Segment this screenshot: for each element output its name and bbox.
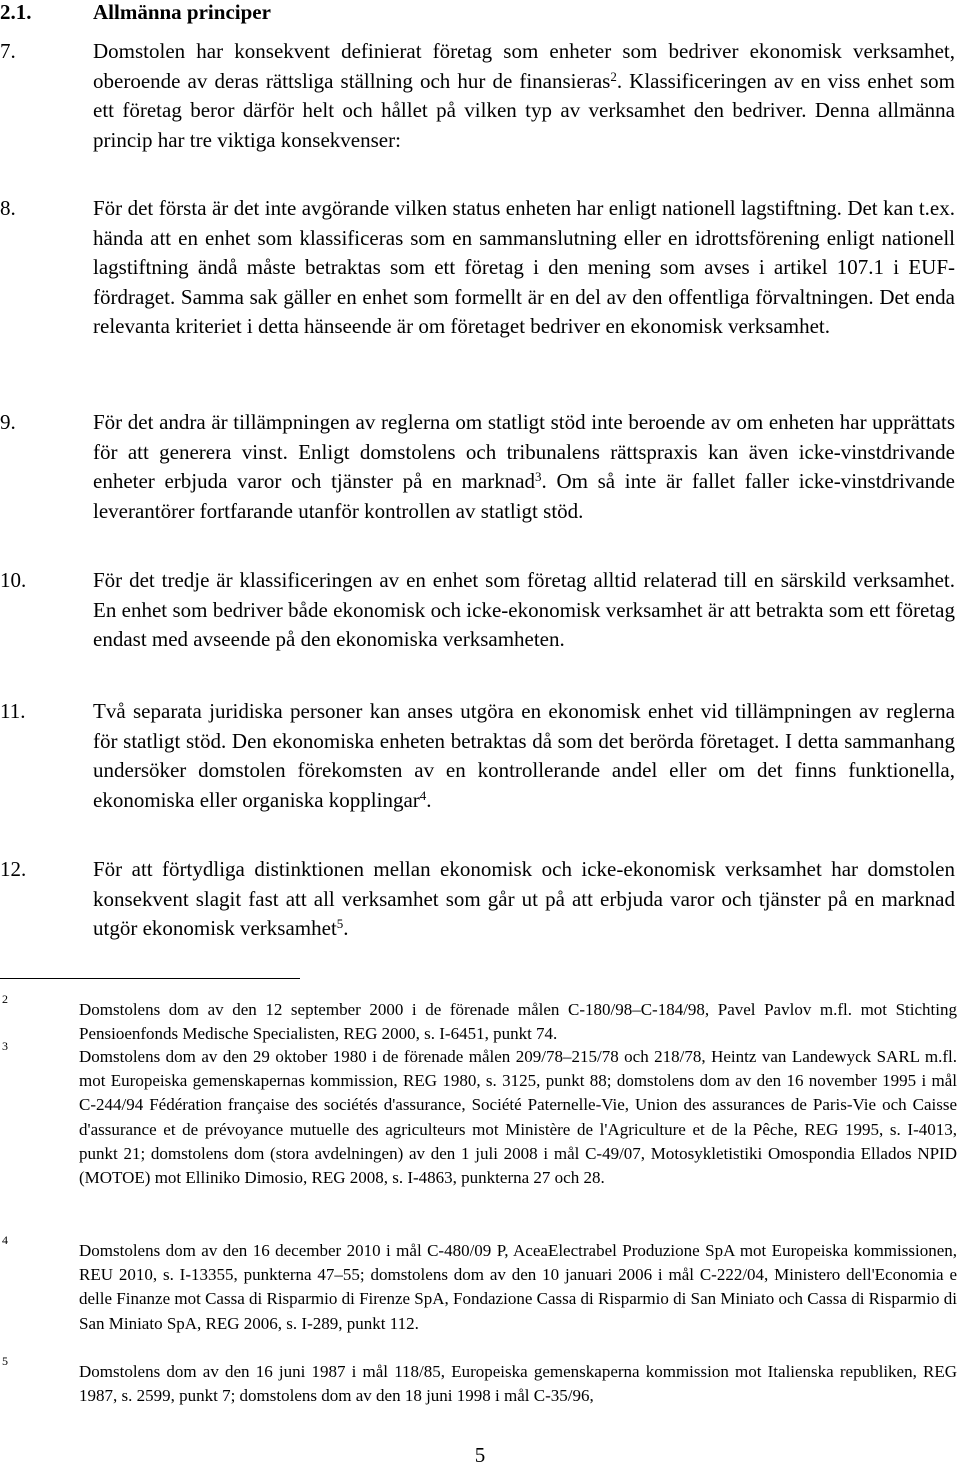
page-number: 5	[474, 1443, 486, 1467]
footnote-text: Domstolens dom av den 12 september 2000 i de förenade målen C-180/98–C-184/98, Pavel Pavlov m.fl. mot Stichting Pensioenfonds Medische Specialisten, REG 2000, s. I-6451, punkt 74.	[79, 1000, 957, 1044]
footnote-number: 3	[2, 1039, 8, 1053]
paragraph-10	[0, 566, 955, 655]
footnote-ref[interactable]: 4	[419, 787, 427, 803]
footnote-ref[interactable]: 3	[535, 469, 542, 485]
paragraph-7	[0, 37, 955, 155]
footnote-3	[0, 1039, 957, 1190]
paragraph-text-part: Två separata juridiska personer kan anses utgöra en ekonomisk enhet vid tillämpningen av reglerna för statligt stöd. Den ekonomiska enheten betraktas då som det berörda företaget. I detta sammanhang undersöker domstolen förekomsten av en kontrollerande andel eller om det finns funktionella, ekonomiska eller organiska kopplingar	[93, 699, 955, 812]
paragraph-number: 7.	[0, 39, 16, 63]
paragraph-text-part: .	[426, 787, 432, 812]
paragraph-8	[0, 194, 955, 342]
footnote-ref[interactable]: 2	[610, 68, 617, 84]
paragraph-text-part: Domstolen har konsekvent definierat företag som enheter som bedriver ekonomisk verksamhet, oberoende av deras rättsliga ställning och hur de finansieras	[93, 39, 955, 93]
footnote-separator	[0, 978, 300, 979]
paragraph-text	[93, 37, 955, 155]
section-title: Allmänna principer	[93, 0, 271, 24]
paragraph-9	[0, 408, 955, 526]
paragraph-number: 8.	[0, 196, 16, 220]
paragraph-12	[0, 855, 955, 944]
paragraph-text	[93, 408, 955, 526]
footnote-text: Domstolens dom av den 29 oktober 1980 i de förenade målen 209/78–215/78 och 218/78, Heintz van Landewyck SARL m.fl. mot Europeiska gemenskapernas kommission, REG 1980, s. 3125, punkt 88; domstolens dom av den 16 november 1995 i mål C-244/94 Fédération française des sociétés d'assurance, Société Paternelle-Vie, Union des assurances de Paris-Vie och Caisse d'assurance et de prévoyance mutuelle des agriculteurs mot Ministère de l'Agriculture et de la Pêche, REG 1995, s. I-4013, punkt 21; domstolens dom (stora avdelningen) av den 1 juli 2008 i mål C-49/07, Motosykletistiki Omospondia Ellados NPID (MOTOE) mot Elliniko Dimosio, REG 2008, s. I-4863, punkterna 27 och 28.	[79, 1047, 957, 1188]
footnote-2	[0, 992, 957, 1046]
footnote-text: Domstolens dom av den 16 juni 1987 i mål 118/85, Europeiska gemenskaperna kommission mot Italienska republiken, REG 1987, s. 2599, punkt 7; domstolens dom av den 18 juni 1998 i mål C-35/96,	[79, 1362, 957, 1406]
footnote-number: 5	[2, 1354, 8, 1368]
paragraph-text: För det tredje är klassificeringen av en enhet som företag alltid relaterad till en särskild verksamhet. En enhet som bedriver både ekonomisk och icke-ekonomisk verksamhet är att betrakta som ett företag endast med avseende på den ekonomiska verksamheten.	[93, 568, 955, 652]
paragraph-text-part: För att förtydliga distinktionen mellan ekonomisk och icke-ekonomisk verksamhet har domstolen konsekvent slagit fast att all verksamhet som går ut på att erbjuda varor och tjänster på en marknad utgör ekonomisk verksamhet	[93, 857, 955, 941]
footnote-number: 4	[2, 1233, 8, 1247]
footnote-5	[0, 1354, 957, 1408]
paragraph-text	[93, 855, 955, 944]
paragraph-number: 11.	[0, 699, 26, 723]
footnote-ref[interactable]: 5	[336, 916, 344, 932]
paragraph-number: 10.	[0, 568, 27, 592]
footnote-4	[0, 1233, 957, 1336]
section-heading	[0, 0, 271, 25]
footnote-number: 2	[2, 992, 8, 1006]
paragraph-11	[0, 697, 955, 815]
paragraph-text-part: . Klassificeringen av en viss enhet som ett företag beror därför helt och hållet på vilken typ av verksamhet den bedriver. Denna allmänna princip har tre viktiga konsekvenser:	[93, 68, 955, 152]
footnote-text: Domstolens dom av den 16 december 2010 i mål C-480/09 P, AceaElectrabel Produzione SpA mot Europeiska kommissionen, REU 2010, s. I-13355, punkterna 47–55; domstolens dom av den 10 januari 2006 i mål C-222/04, Ministero dell'Economia e delle Finanze mot Cassa di Risparmio di Firenze SpA, Fondazione Cassa di Risparmio di San Miniato och Cassa di Risparmio di San Miniato SpA, REG 2006, s. I-289, punkt 112.	[79, 1241, 957, 1333]
paragraph-text-part: För det andra är tillämpningen av reglerna om statligt stöd inte beroende av om enheten har upprättats för att generera vinst. Enligt domstolens och tribunalens rättspraxis kan även icke-vinstdrivande enheter erbjuda varor och tjänster på en marknad	[93, 410, 955, 494]
section-number: 2.1.	[0, 0, 32, 24]
paragraph-text-part: . Om så inte är fallet faller icke-vinstdrivande leverantörer fortfarande utanför kontrollen av statligt stöd.	[93, 469, 956, 523]
paragraph-text-part: .	[343, 916, 349, 941]
paragraph-number: 12.	[0, 857, 27, 881]
paragraph-text: För det första är det inte avgörande vilken status enheten har enligt nationell lagstiftning. Det kan t.ex. hända att en enhet som klassificeras som en sammanslutning eller en idrottsförening enligt nationell lagstiftning ändå måste betraktas som ett företag i den mening som avses i artikel 107.1 i EUF-fördraget. Samma sak gäller en enhet som formellt är en del av den offentliga förvaltningen. Det enda relevanta kriteriet i detta hänseende är om företaget bedriver en ekonomisk verksamhet.	[93, 196, 955, 339]
paragraph-number: 9.	[0, 410, 16, 434]
paragraph-text	[93, 697, 955, 815]
